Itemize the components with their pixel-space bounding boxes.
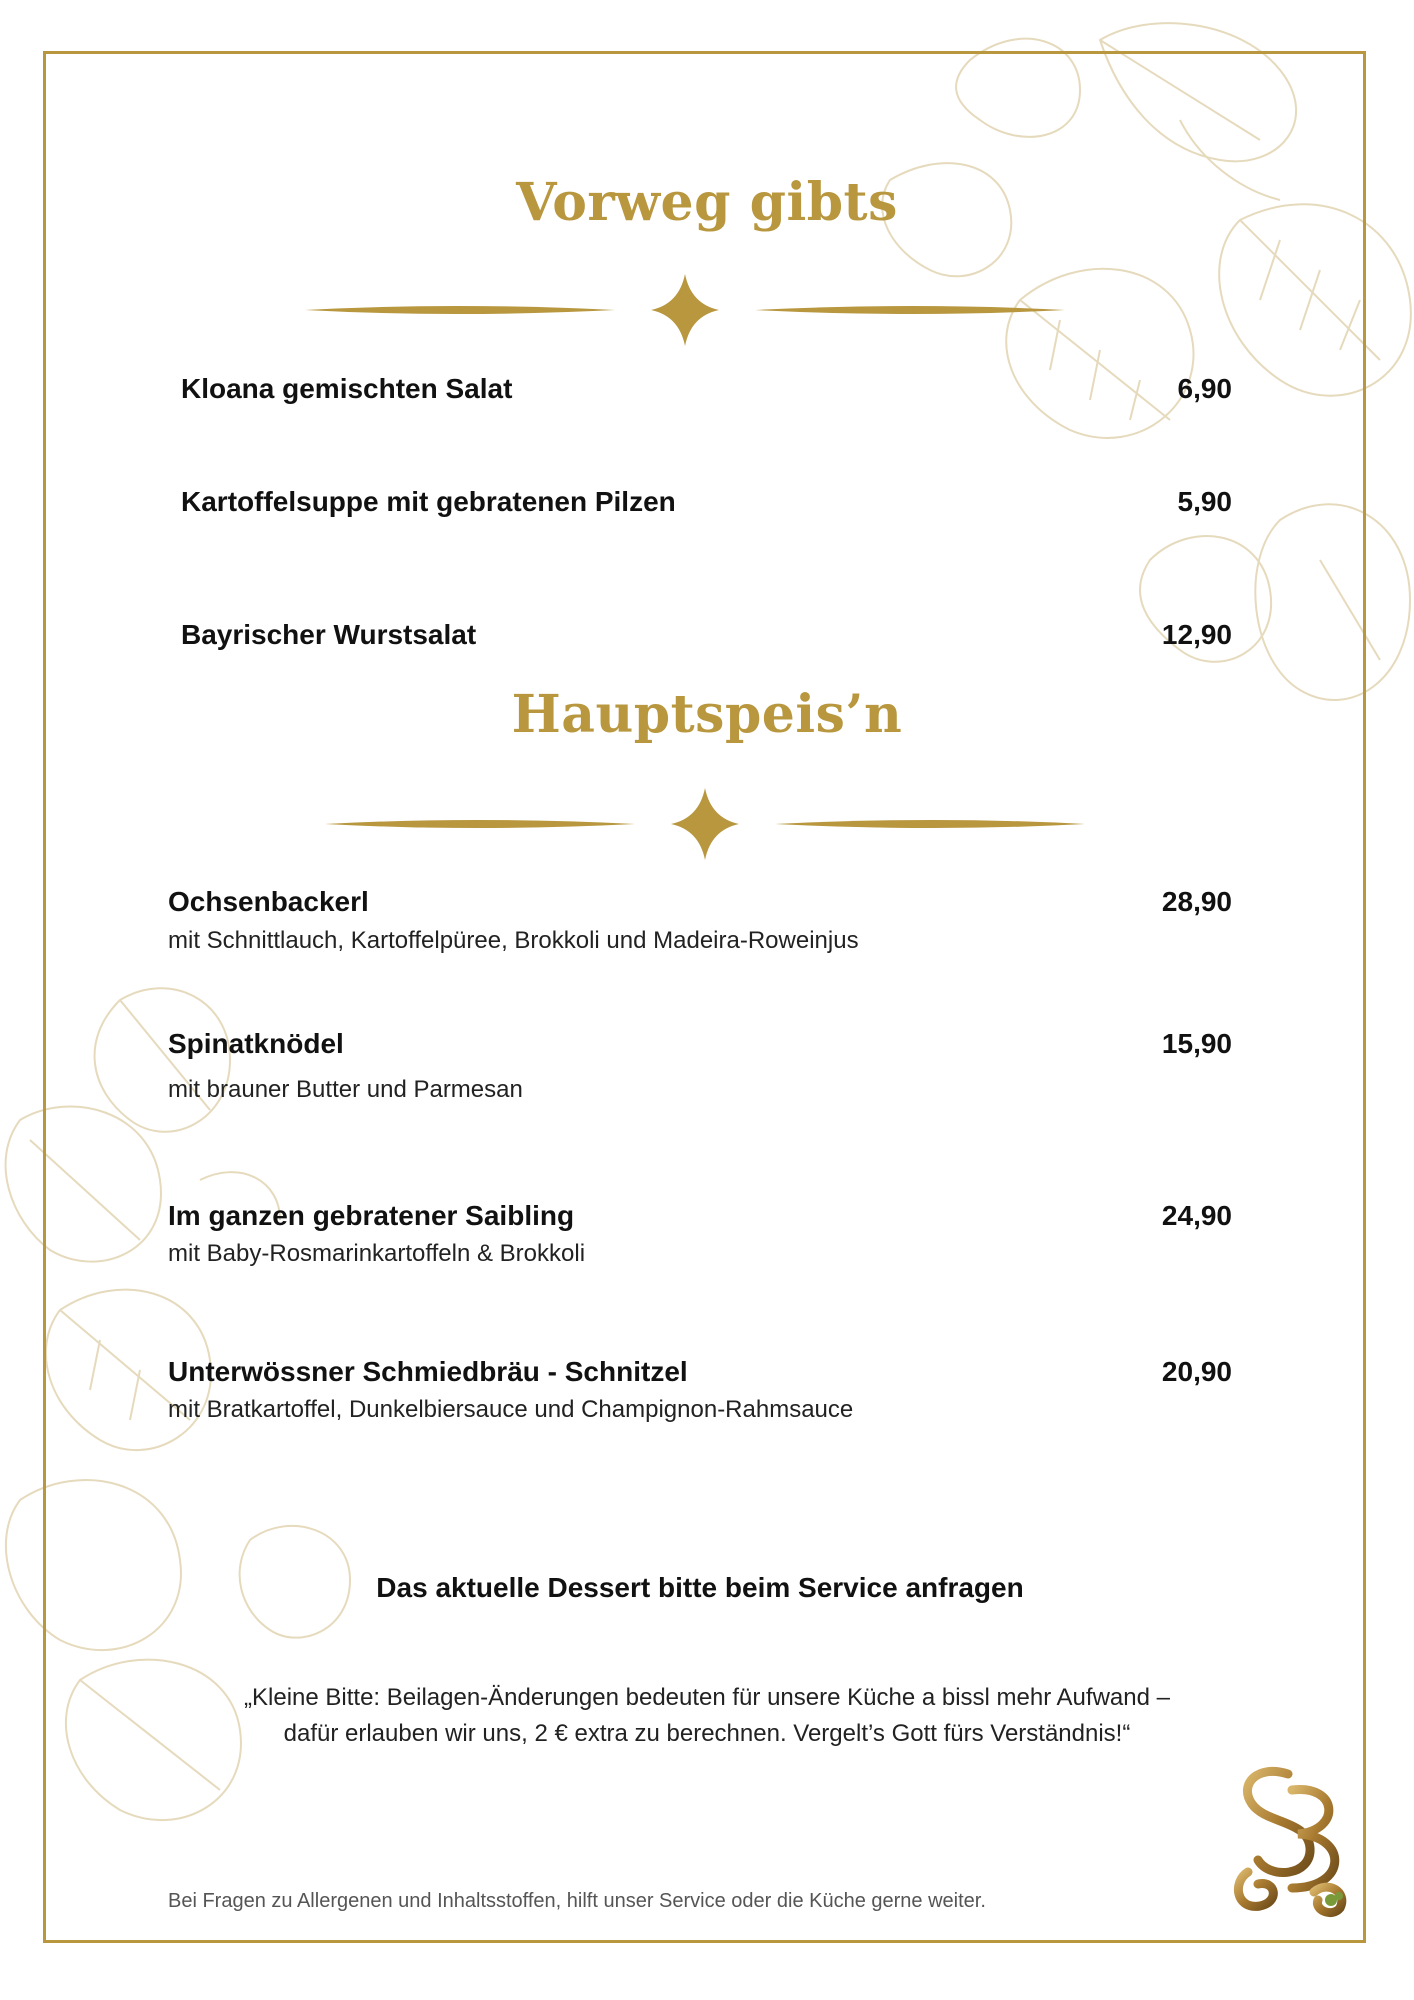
gold-divider-ornament — [325, 786, 1085, 862]
menu-item-price: 6,90 — [1177, 373, 1232, 404]
menu-item-price: 20,90 — [1161, 1356, 1232, 1387]
section-title-mains: Hauptspeis’n — [511, 684, 903, 745]
brewery-monogram-logo — [1218, 1760, 1358, 1920]
menu-item-price: 12,90 — [1161, 619, 1232, 650]
note-line-1: „Kleine Bitte: Beilagen-Änderungen bedeuten für unsere Küche a bissl mehr Aufwand – — [244, 1684, 1170, 1711]
dessert-notice: Das aktuelle Dessert bitte beim Service anfragen — [376, 1572, 1024, 1603]
menu-item-price: 24,90 — [1161, 1200, 1232, 1231]
gold-divider-ornament — [305, 272, 1065, 348]
note-line-2: dafür erlauben wir uns, 2 € extra zu berechnen. Vergelt’s Gott fürs Verständnis!“ — [283, 1720, 1131, 1747]
menu-item-price: 28,90 — [1161, 886, 1232, 917]
menu-item-name: Spinatknödel — [168, 1028, 344, 1059]
menu-item-description: mit Baby-Rosmarinkartoffeln & Brokkoli — [168, 1240, 586, 1267]
side-dish-change-note — [0, 1680, 1414, 1752]
menu-item-price: 5,90 — [1177, 486, 1232, 517]
menu-item-name: Kloana gemischten Salat — [181, 373, 513, 404]
menu-item-description: mit Bratkartoffel, Dunkelbiersauce und Champignon-Rahmsauce — [168, 1396, 854, 1423]
menu-item-name: Kartoffelsuppe mit gebratenen Pilzen — [181, 486, 676, 517]
menu-item-name: Unterwössner Schmiedbräu - Schnitzel — [168, 1356, 688, 1387]
menu-item-name: Im ganzen gebratener Saibling — [168, 1200, 575, 1231]
menu-item-price: 15,90 — [1161, 1028, 1232, 1059]
menu-item-name: Ochsenbackerl — [168, 886, 369, 917]
section-title-starters: Vorweg gibts — [516, 172, 898, 233]
menu-item-description: mit Schnittlauch, Kartoffelpüree, Brokkoli und Madeira-Roweinjus — [168, 927, 859, 954]
menu-item-description: mit brauner Butter und Parmesan — [168, 1076, 523, 1103]
allergen-footer-note: Bei Fragen zu Allergenen und Inhaltsstoffen, hilft unser Service oder die Küche gerne weiter. — [168, 1890, 986, 1912]
menu-item-name: Bayrischer Wurstsalat — [181, 619, 477, 650]
